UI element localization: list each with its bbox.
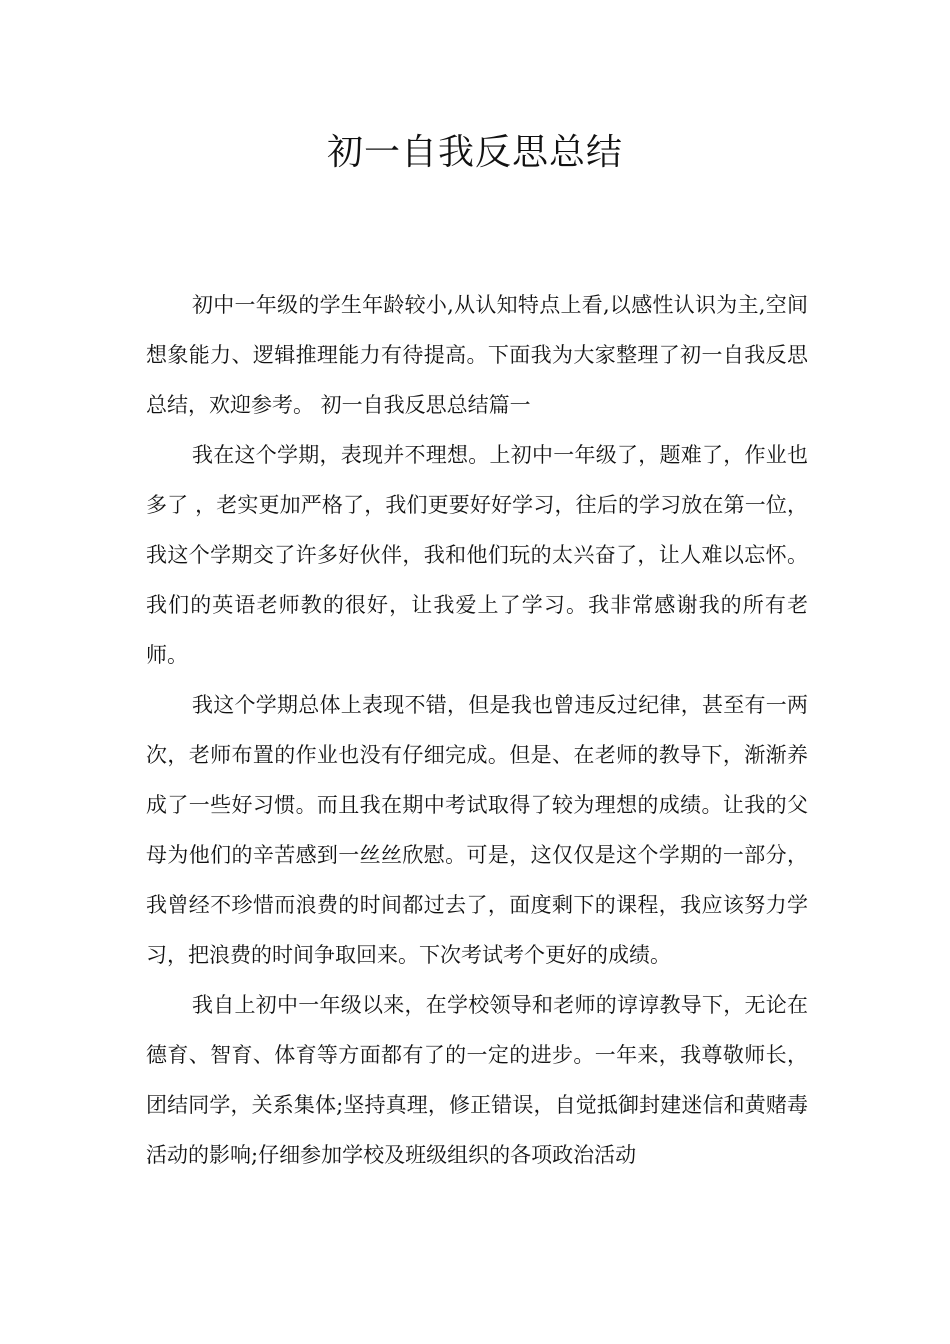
- paragraph-overall-performance: 我这个学期总体上表现不错，但是我也曾违反过纪律，甚至有一两次，老师布置的作业也没有仔细完成。但是、在老师的教导下，渐渐养成了一些好习惯。而且我在期中考试取得了较为理想的成绩。让我的父母为他们的辛苦感到一丝丝欣慰。可是，这仅仅是这个学期的一部分，我曾经不珍惜而浪费的时间都过去了，面度剩下的课程，我应该努力学习，把浪费的时间争取回来。下次考试考个更好的成绩。: [146, 693, 808, 967]
- document-body: [146, 280, 808, 1180]
- document-title: 初一自我反思总结: [326, 132, 623, 173]
- paragraph-intro: 初中一年级的学生年龄较小,从认知特点上看,以感性认识为主,空间想象能力、逻辑推理能力有待提高。下面我为大家整理了初一自我反思总结，欢迎参考。 初一自我反思总结篇一: [146, 293, 808, 417]
- paragraph-progress: 我自上初中一年级以来，在学校领导和老师的谆谆教导下，无论在德育、智育、体育等方面都有了的一定的进步。一年来，我尊敬师长，团结同学，关系集体;坚持真理，修正错误，自觉抵御封建迷信和黄赌毒活动的影响;仔细参加学校及班级组织的各项政治活动: [146, 993, 808, 1167]
- paragraph-semester-performance: 我在这个学期，表现并不理想。上初中一年级了，题难了，作业也多了 ，老实更加严格了，我们更要好好学习，往后的学习放在第一位，我这个学期交了许多好伙伴，我和他们玩的太兴奋了，让人难以忘怀。我们的英语老师教的很好，让我爱上了学习。我非常感谢我的所有老师。: [146, 443, 808, 667]
